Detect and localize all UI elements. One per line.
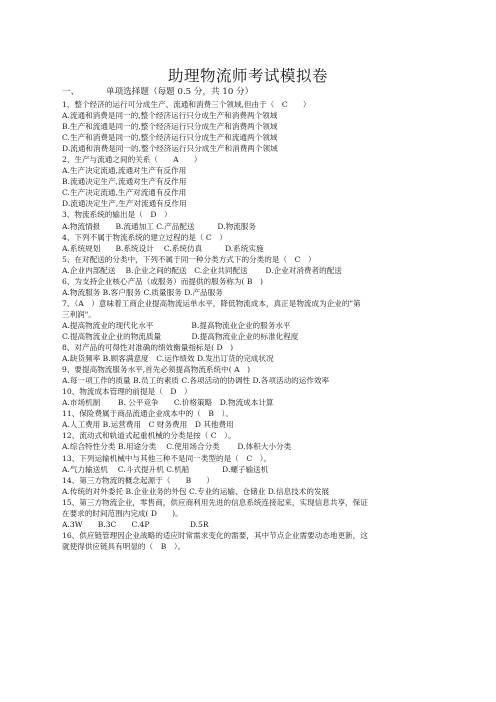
- section-heading: [62, 85, 253, 97]
- text-line: 5、在对配送的分类中，下列不属于同一种分类方式下的分类的是（ C ）: [62, 254, 316, 264]
- text-line: 8、对产品的可得性对准确的绩效衡量指标是( D ): [62, 343, 234, 353]
- text-line: 3、物流系统的输出是（ D ）: [62, 210, 172, 220]
- text-line: A.每一项工作的质量 B.员工的素质 C.各项活动的协调性 D.各项活动的运作效率: [62, 376, 330, 386]
- section-title: 单项选择题（每题 0.5 分，共 10 分）: [106, 87, 254, 97]
- text-line: 三利润"。: [62, 309, 96, 319]
- text-line: D.流通和消费是同一的,整个经济运行只分成生产和消费两个领域: [62, 144, 278, 154]
- text-line: B.生产和流通是同一的,整个经济运行只分成生产和消费两个领域: [62, 122, 278, 132]
- text-line: 2、生产与流通之间的关系（ A ）: [62, 155, 202, 165]
- text-line: 在要求的时间范围内完成( D )。: [62, 508, 183, 518]
- text-line: C.生产决定流通,生产对流通有反作用: [62, 188, 187, 198]
- text-line: 7、（A ）意味着工商企业提高物流运单水平，降低物流成本，真正是物流成为企业的"第: [62, 298, 361, 308]
- text-line: 9、要提高物流服务水平,首先必须提高物流系统中( A ): [62, 365, 251, 375]
- question-list: [62, 99, 434, 552]
- text-line: A.市场机制 B. 公平竞争 C.价格策略 D.物流成本计算: [62, 398, 274, 408]
- text-line: A.企业内部配送 B.企业之间的配送 C.企业共同配送 D.企业对消费者的配送: [62, 265, 342, 275]
- text-line: A.物流情报 B.流通加工 C.产品配送 D.物流服务: [62, 221, 256, 231]
- text-line: 16、供应链管理因企业战略的适应时常需求变化的需要，其中节点企业需要动态地更新，这: [62, 530, 368, 540]
- text-line: B.流通决定生产,流通对生产有反作用: [62, 177, 187, 187]
- text-line: A.3W B.3C C.4P D.5R: [62, 519, 209, 529]
- text-line: A.传统的对外委托 B.企业业务的外包 C.专业的运输、仓储业 D.信息技术的发展: [62, 486, 330, 496]
- text-line: A.生产决定流通,流通对生产有反作用: [62, 166, 187, 176]
- text-line: A.流通和消费是同一的,整个经济运行只分成生产和消费两个领域: [62, 111, 278, 121]
- text-line: 14、第三方物流的概念起源于（ B ）: [62, 475, 214, 485]
- text-line: 就使得供应链具有明显的（ B ）。: [62, 541, 186, 551]
- text-line: C.提高物流业企业的物流质量 D.提高物流业企业的标准化程度: [62, 331, 299, 341]
- text-line: A.系统规划 B.系统设计 C.系统仿真 D.系统实施: [62, 243, 264, 253]
- text-line: A.缺货频率 B.顾客满意度 C.运作绩效 D.发出订货的完成状况: [62, 354, 274, 364]
- text-line: 6、为支持企业核心产品（或服务）而提供的服务称为( B ): [62, 276, 263, 286]
- text-line: A.提高物流业的现代化水平 B.提高物流业企业的服务水平: [62, 320, 291, 330]
- text-line: A.气力输送机 C.斗式提升机 C.机船 D.螺子输送机: [62, 464, 269, 474]
- text-line: 13、下列运输机械中与其他三种不是同一类型的是（ C ）。: [62, 453, 272, 463]
- text-line: 10、物流成本管理的前提是（ D ）: [62, 387, 192, 397]
- text-line: D.流通决定生产,生产对流通有反作用: [62, 199, 187, 209]
- text-line: 12、流动式和轨道式起重机械的分类是按（ C ）。: [62, 431, 236, 441]
- text-line: A.物流服务 B.客户服务 C.质量服务 D.产品服务: [62, 287, 223, 297]
- document-title: 助理物流师考试模拟卷: [167, 67, 328, 85]
- text-line: 11、保险费属于商品流通企业成本中的（ B ）。: [62, 409, 233, 419]
- text-line: C.生产和消费是同一的,整个经济运行只分成生产和流通两个领域: [62, 133, 278, 143]
- section-number: 一、: [62, 87, 80, 97]
- text-line: A.人工费用 B.运营费用 C 财务费用 D 其他费用: [62, 420, 234, 430]
- text-line: A.综合特性分类 B.用途分类 C.使用场合分类 D.体积大小分类: [62, 442, 292, 452]
- text-line: 15、第三方物流企业，零售商，供应商利用先进的信息系统连接起来，实现信息共享，保证: [62, 497, 368, 507]
- text-line: 4、下列不属于物流系统的建立过程的是（ C ）: [62, 232, 227, 242]
- text-line: 1、整个经济的运行可分成生产、流通和消费三个领域,但由于（ C ）: [62, 100, 311, 109]
